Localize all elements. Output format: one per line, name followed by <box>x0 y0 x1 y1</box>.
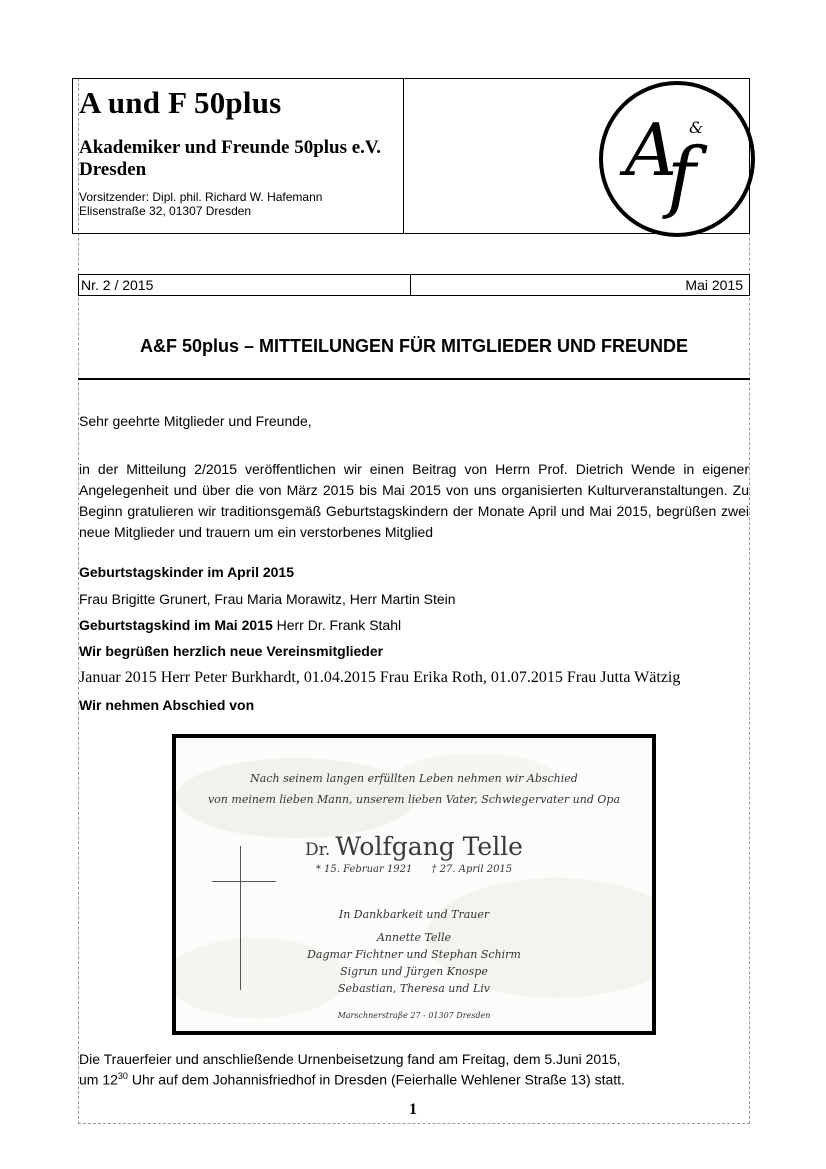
card-address: Marschnerstraße 27 - 01307 Dresden <box>337 1011 491 1020</box>
logo-letter-f: f <box>667 132 696 222</box>
card-died: † 27. April 2015 <box>431 864 513 875</box>
card-dates <box>176 864 652 875</box>
org-name-line2: Dresden <box>79 159 147 180</box>
org-name <box>79 137 399 181</box>
may-birthday <box>79 617 401 633</box>
may-birthday-names: Herr Dr. Frank Stahl <box>272 617 402 633</box>
letterhead <box>72 78 750 234</box>
chair-address: Elisenstraße 32, 01307 Dresden <box>79 204 252 218</box>
issue-number: Nr. 2 / 2015 <box>79 275 411 295</box>
farewell-heading: Wir nehmen Abschied von <box>79 697 255 713</box>
page-headline: A&F 50plus – MITTEILUNGEN FÜR MITGLIEDER UND FREUNDE <box>139 336 688 356</box>
chair-info <box>79 190 322 218</box>
page-number: 1 <box>409 1101 417 1118</box>
issue-bar <box>78 274 750 296</box>
logo-letter-a: A <box>625 108 677 192</box>
april-birthdays-heading: Geburtstagskinder im April 2015 <box>79 564 294 580</box>
card-gratitude: In Dankbarkeit und Trauer <box>338 908 490 921</box>
card-mourner3: Sigrun und Jürgen Knospe <box>340 965 488 978</box>
funeral-line1: Die Trauerfeier und anschließende Urnenbeisetzung fand am Freitag, dem 5.Juni 2015, <box>79 1051 621 1067</box>
may-birthday-heading: Geburtstagskind im Mai 2015 <box>79 617 273 633</box>
card-born: * 15. Februar 1921 <box>315 864 413 875</box>
funeral-line2 <box>79 1068 625 1089</box>
chair-name: Vorsitzender: Dipl. phil. Richard W. Hafemann <box>79 190 323 204</box>
intro-paragraph: in der Mitteilung 2/2015 veröffentlichen wir einen Beitrag von Herrn Prof. Dietrich Wende in eigener Angelegenheit und über die von März 2015 bis Mai 2015 von uns organisierten Kulturveranstaltungen. Zu Beginn gratulieren wir traditionsgemäß Geburtstagskindern der Monate April und Mai 2015, begrüßen zwei neue Mitglieder und trauern um ein verstorbenes Mitglied <box>79 461 749 540</box>
card-mourner1: Annette Telle <box>376 931 451 944</box>
obituary-card <box>172 734 656 1035</box>
salutation: Sehr geehrte Mitglieder und Freunde, <box>79 413 312 429</box>
cross-icon-bar <box>212 881 276 882</box>
issue-date: Mai 2015 <box>685 277 743 293</box>
card-title-prefix: Dr. <box>305 840 331 860</box>
card-mourner2: Dagmar Fichtner und Stephan Schirm <box>307 948 521 961</box>
welcome-names: Januar 2015 Herr Peter Burkhardt, 01.04.2015 Frau Erika Roth, 01.07.2015 Frau Jutta Wätzig <box>79 669 681 686</box>
funeral-time-minutes: 30 <box>117 1071 128 1081</box>
headline-divider <box>78 378 750 380</box>
af-logo-icon <box>593 75 761 243</box>
funeral-info <box>79 1051 625 1089</box>
logo-ampersand: & <box>689 118 704 137</box>
welcome-heading: Wir begrüßen herzlich neue Vereinsmitglieder <box>79 643 384 659</box>
funeral-location: Uhr auf dem Johannisfriedhof in Dresden (Feierhalle Wehlener Straße 13) statt. <box>127 1071 625 1088</box>
card-mourner4: Sebastian, Theresa und Liv <box>337 982 490 995</box>
funeral-time-hour: um 12 <box>79 1071 118 1088</box>
org-name-line1: Akademiker und Freunde 50plus e.V. <box>79 137 381 158</box>
card-line1: Nach seinem langen erfüllten Leben nehmen wir Abschied <box>250 772 578 785</box>
april-birthdays-names: Frau Brigitte Grunert, Frau Maria Morawitz, Herr Martin Stein <box>79 591 456 607</box>
org-title: A und F 50plus <box>79 85 282 120</box>
letterhead-text-cell <box>73 79 404 233</box>
card-line2: von meinem lieben Mann, unserem lieben Vater, Schwiegervater und Opa <box>207 793 621 806</box>
card-deceased-name <box>176 832 652 861</box>
card-name: Wolfgang Telle <box>335 832 523 861</box>
